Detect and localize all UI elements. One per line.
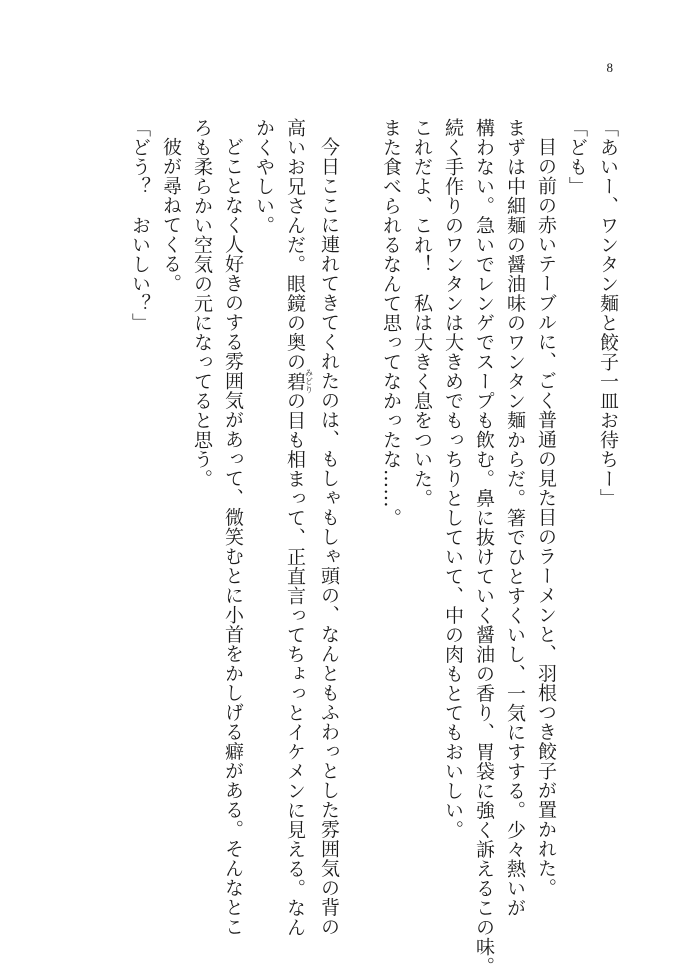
text-line-8: また食べられるなんて思ってなかったな……。 <box>380 118 402 528</box>
novel-text-block <box>124 118 623 976</box>
text-line-4: まずは中細麺の醤油味のワンタン麺からだ。箸でひとすくいし、一気にすする。少々熱いが <box>504 118 526 918</box>
text-line-5: 構わない。急いでレンゲでスープも飲む。鼻に抜けていく醤油の香り、胃袋に強く訴えるこの味。 <box>473 118 495 976</box>
text-line-9: 今日ここに連れてきてくれたのは、もしゃもしゃ頭の、なんともふわっとした雰囲気の背の <box>318 137 340 937</box>
text-line-14: 彼が尋ねてくる。 <box>160 137 182 293</box>
text-line-11: かくやしい。 <box>253 118 275 235</box>
text-line-13: ろも柔らかい空気の元になってると思う。 <box>191 118 213 489</box>
ruby-reading: みどり <box>304 368 314 394</box>
text-line-10-with-ruby: 高いお兄さんだ。眼鏡の奥の碧みどりの目も相まって、正直言ってちょっとイケメンに見える。なん <box>284 118 314 937</box>
text-line-1: 「あいー、ワンタン麺と餃子一皿お待ちー」 <box>597 118 619 508</box>
text-line-6: 続く手作りのワンタンは大きめでもっちりとしていて、中の肉もとてもおいしい。 <box>442 118 464 840</box>
page-number: 8 <box>606 60 613 75</box>
text-line-7: これだよ、これ！ 私は大きく息をついた。 <box>411 118 433 508</box>
text-line-12: どことなく人好きのする雰囲気があって、微笑むとに小首をかしげる癖がある。そんなとこ <box>222 137 244 937</box>
text-line-15: 「どう？ おいしい？」 <box>129 118 151 333</box>
ruby-annotation: 碧みどり <box>284 368 314 394</box>
blank-line <box>344 118 375 918</box>
text-line-3: 目の前の赤いテーブルに、ごく普通の見た目のラーメンと、羽根つき餃子が置かれた。 <box>535 137 557 898</box>
text-line-2: 「ども」 <box>566 118 588 196</box>
